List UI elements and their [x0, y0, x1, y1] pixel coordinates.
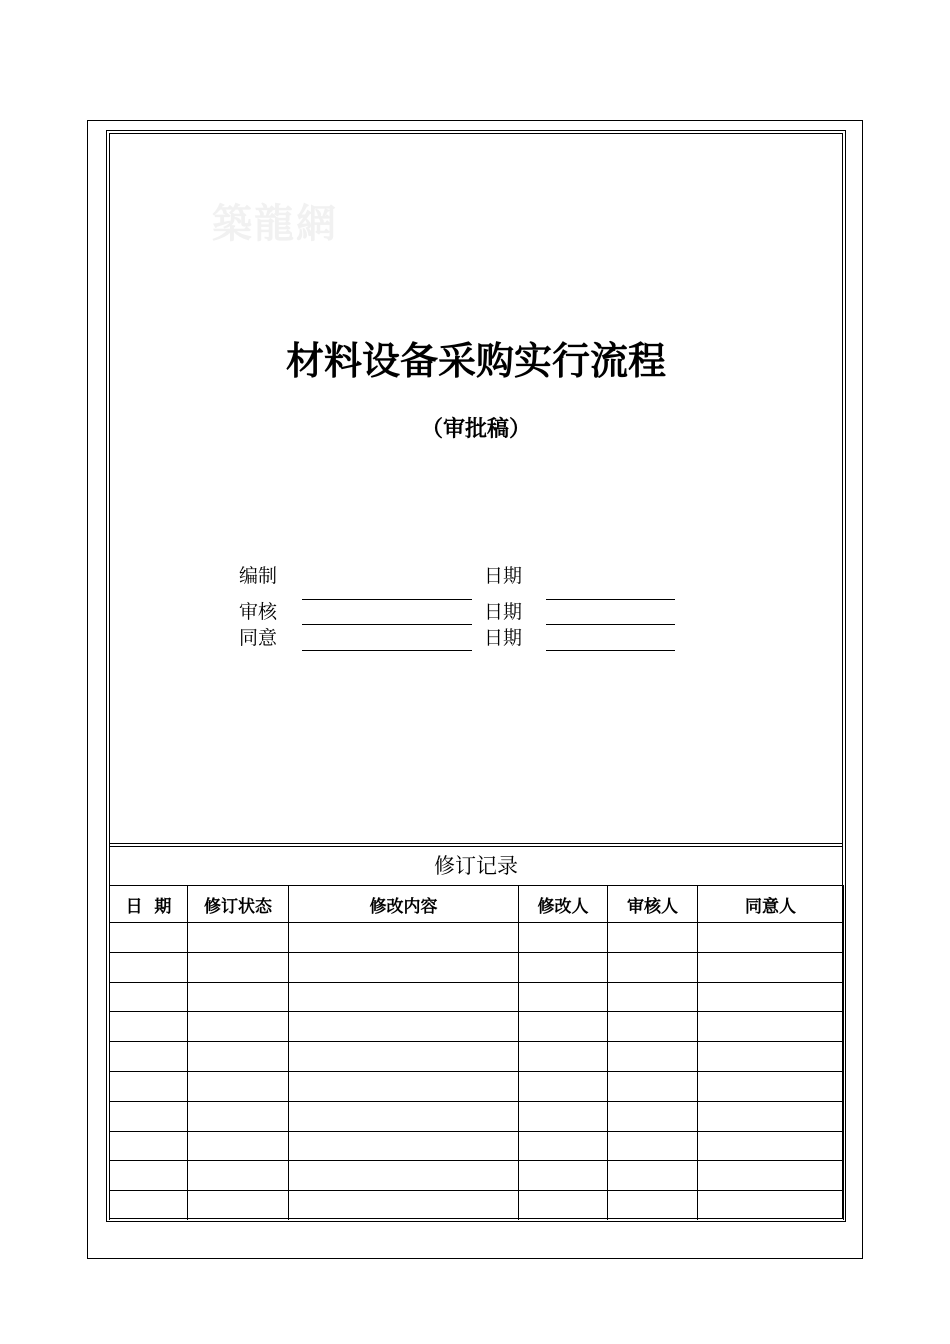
table-cell[interactable]: [188, 923, 289, 953]
table-cell[interactable]: [698, 982, 844, 1012]
table-cell[interactable]: [519, 952, 608, 982]
signoff-date-label-review: 日期: [484, 601, 523, 623]
table-row: [110, 1191, 844, 1221]
signoff-label-approve: 同意: [239, 627, 278, 649]
signoff-date-label-approve: 日期: [484, 627, 523, 649]
signoff-label-compile: 编制: [239, 565, 278, 587]
table-cell[interactable]: [289, 923, 519, 953]
table-cell[interactable]: [110, 952, 188, 982]
table-cell[interactable]: [110, 1101, 188, 1131]
column-header-modifier: 修改人: [519, 886, 608, 923]
table-cell[interactable]: [188, 1012, 289, 1042]
table-cell[interactable]: [608, 982, 698, 1012]
section-divider: [109, 843, 843, 844]
column-header-approver: 同意人: [698, 886, 844, 923]
signoff-line-review[interactable]: [302, 624, 472, 625]
table-cell[interactable]: [188, 1042, 289, 1072]
table-cell[interactable]: [110, 1191, 188, 1221]
table-cell[interactable]: [608, 923, 698, 953]
table-cell[interactable]: [608, 1161, 698, 1191]
table-cell[interactable]: [519, 1071, 608, 1101]
table-cell[interactable]: [519, 982, 608, 1012]
table-cell[interactable]: [608, 1101, 698, 1131]
table-row: [110, 923, 844, 953]
table-cell[interactable]: [519, 1012, 608, 1042]
table-row: [110, 1012, 844, 1042]
table-cell[interactable]: [289, 982, 519, 1012]
table-cell[interactable]: [110, 1071, 188, 1101]
signoff-date-line-compile[interactable]: [546, 599, 675, 600]
table-cell[interactable]: [289, 1161, 519, 1191]
column-header-revision-status: 修订状态: [188, 886, 289, 923]
table-cell[interactable]: [608, 1191, 698, 1221]
table-cell[interactable]: [110, 1161, 188, 1191]
table-cell[interactable]: [698, 1161, 844, 1191]
table-cell[interactable]: [289, 952, 519, 982]
document-title: 材料设备采购实行流程: [285, 338, 666, 383]
table-cell[interactable]: [519, 1042, 608, 1072]
table-cell[interactable]: [188, 982, 289, 1012]
revision-record-title: 修订记录: [434, 854, 518, 878]
table-header-row: [110, 886, 844, 923]
signoff-date-line-review[interactable]: [546, 624, 675, 625]
table-cell[interactable]: [698, 923, 844, 953]
table-row: [110, 1131, 844, 1161]
table-cell[interactable]: [110, 923, 188, 953]
revision-record-table: [109, 885, 844, 1220]
table-cell[interactable]: [608, 1042, 698, 1072]
table-cell[interactable]: [110, 982, 188, 1012]
table-cell[interactable]: [608, 1131, 698, 1161]
table-cell[interactable]: [519, 1161, 608, 1191]
table-cell[interactable]: [698, 1101, 844, 1131]
table-cell[interactable]: [289, 1131, 519, 1161]
table-cell[interactable]: [698, 1131, 844, 1161]
table-cell[interactable]: [519, 1191, 608, 1221]
column-header-reviewer: 审核人: [608, 886, 698, 923]
table-cell[interactable]: [110, 1042, 188, 1072]
section-divider-double: [109, 846, 843, 847]
column-header-date: 日 期: [110, 886, 188, 923]
table-cell[interactable]: [698, 1071, 844, 1101]
table-cell[interactable]: [289, 1191, 519, 1221]
table-cell[interactable]: [608, 1012, 698, 1042]
column-header-change-content: 修改内容: [289, 886, 519, 923]
table-cell[interactable]: [519, 1101, 608, 1131]
table-cell[interactable]: [188, 952, 289, 982]
table-row: [110, 982, 844, 1012]
table-row: [110, 1101, 844, 1131]
table-cell[interactable]: [698, 1012, 844, 1042]
signoff-line-compile[interactable]: [302, 599, 472, 600]
table-cell[interactable]: [289, 1071, 519, 1101]
table-cell[interactable]: [289, 1012, 519, 1042]
table-cell[interactable]: [698, 1191, 844, 1221]
table-cell[interactable]: [698, 952, 844, 982]
table-cell[interactable]: [188, 1071, 289, 1101]
table-cell[interactable]: [110, 1012, 188, 1042]
document-subtitle: （审批稿）: [420, 417, 531, 442]
signoff-date-label-compile: 日期: [484, 565, 523, 587]
table-cell[interactable]: [519, 1131, 608, 1161]
table-cell[interactable]: [289, 1042, 519, 1072]
table-cell[interactable]: [519, 923, 608, 953]
table-cell[interactable]: [289, 1101, 519, 1131]
table-row: [110, 952, 844, 982]
table-cell[interactable]: [188, 1191, 289, 1221]
watermark-logo: 築龍網: [212, 200, 338, 247]
table-cell[interactable]: [110, 1131, 188, 1161]
table-cell[interactable]: [608, 952, 698, 982]
table-cell[interactable]: [188, 1161, 289, 1191]
table-cell[interactable]: [188, 1101, 289, 1131]
signoff-line-approve[interactable]: [302, 650, 472, 651]
table-row: [110, 1161, 844, 1191]
table-cell[interactable]: [188, 1131, 289, 1161]
table-row: [110, 1042, 844, 1072]
signoff-label-review: 审核: [239, 601, 278, 623]
signoff-date-line-approve[interactable]: [546, 650, 675, 651]
table-cell[interactable]: [608, 1071, 698, 1101]
table-row: [110, 1071, 844, 1101]
table-cell[interactable]: [698, 1042, 844, 1072]
